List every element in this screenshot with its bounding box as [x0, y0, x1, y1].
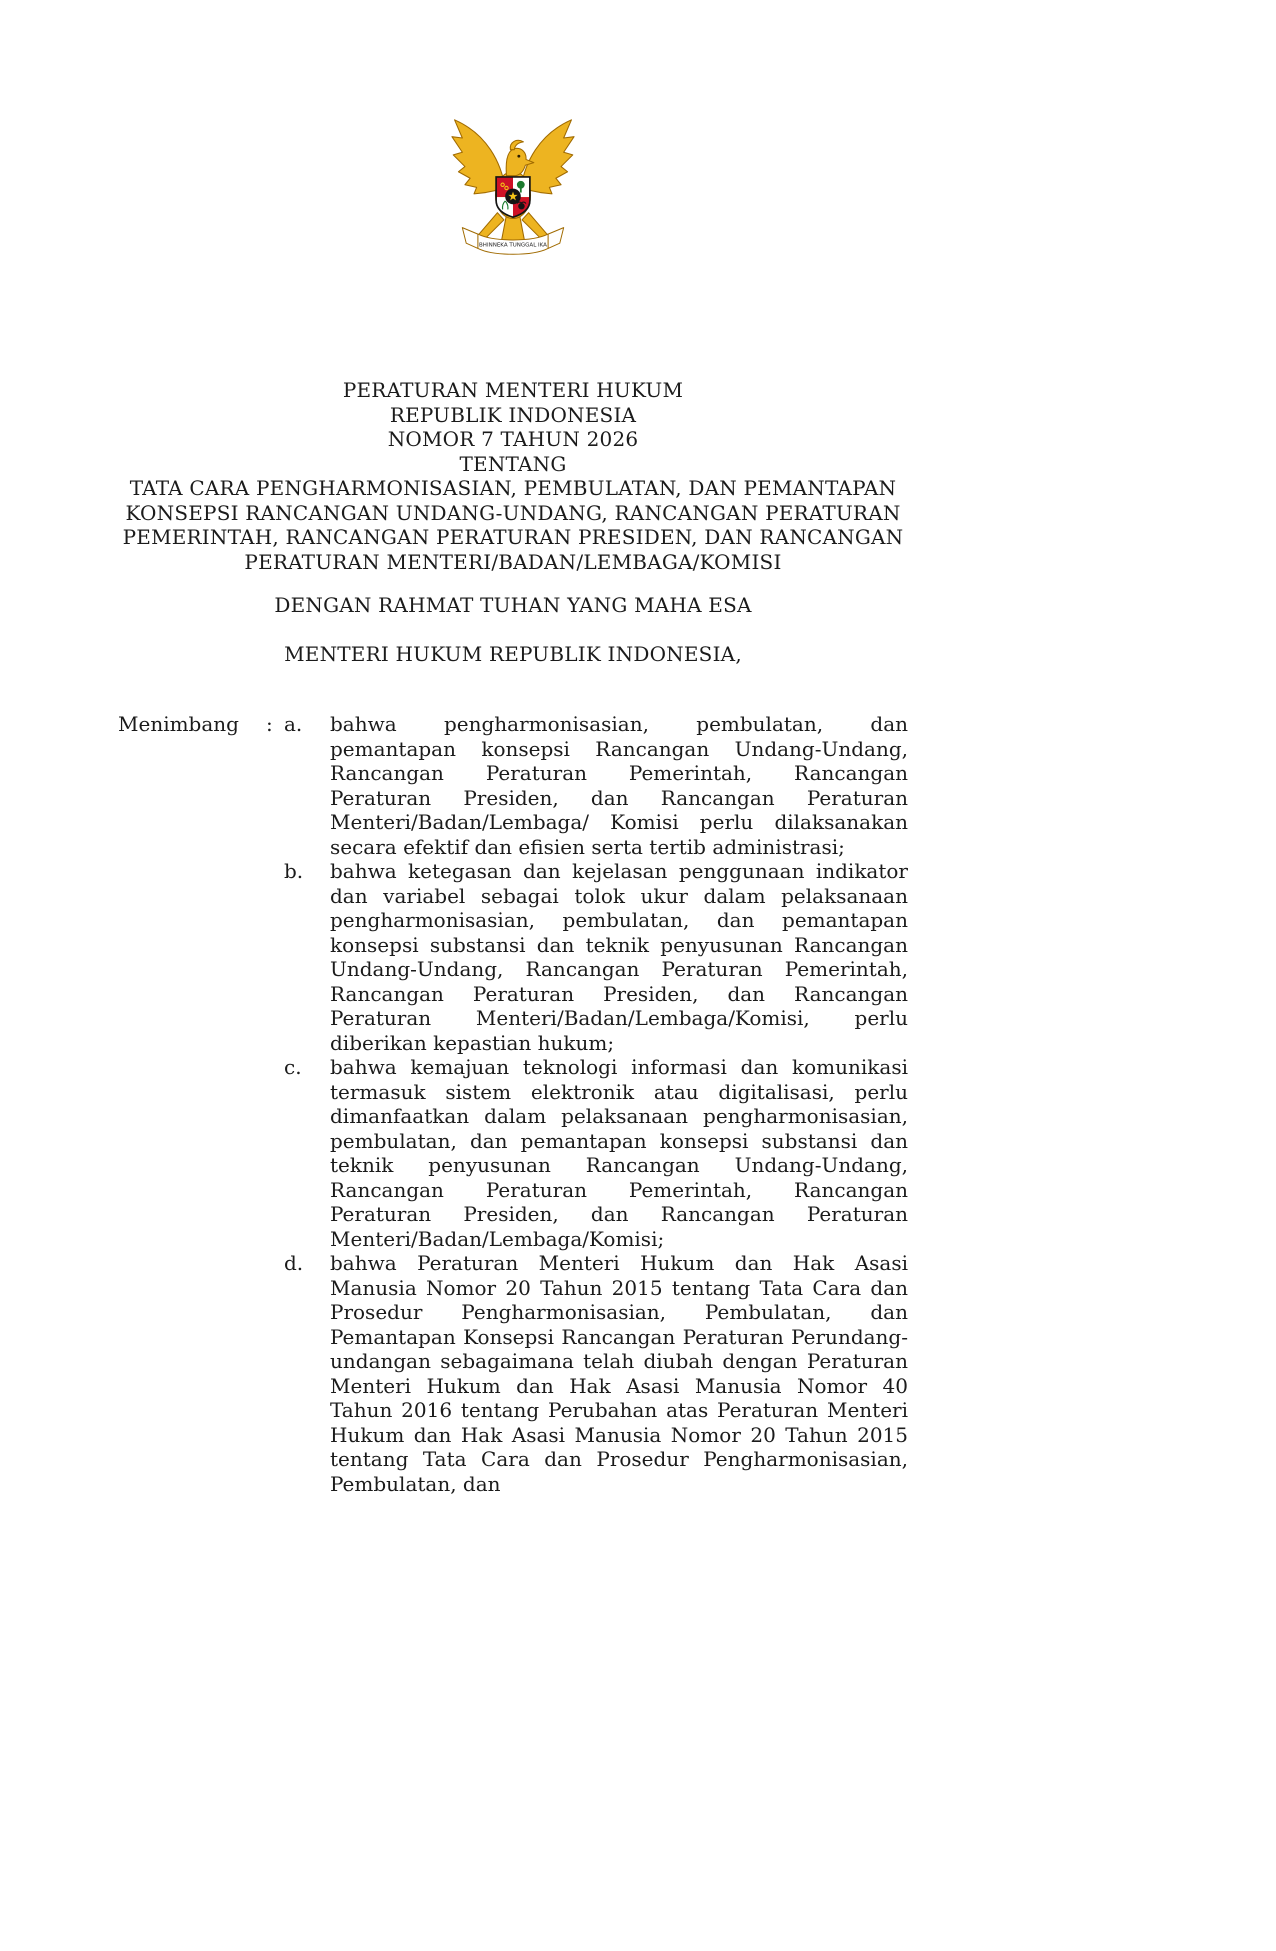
garuda-eye [517, 155, 520, 158]
heading-subject-line-4: PERATURAN MENTERI/BADAN/LEMBAGA/KOMISI [244, 549, 782, 574]
item-text: bahwa ketegasan dan kejelasan penggunaan indikator dan variabel sebagai tolok ukur dalam pelaksanaan pengharmonisasian, pembulatan, dan pemantapan konsepsi substansi dan teknik penyusunan Rancangan Undang-Undang, Rancangan Peraturan Pemerintah, Rancangan Peraturan Presiden, dan Rancangan Peraturan Menteri/Badan/Lembaga/Komisi, perlu diberikan kepastian hukum; [330, 859, 908, 1055]
heading-line-3: NOMOR 7 TAHUN 2026 [387, 427, 639, 451]
emblem-motto: BHINNEKA TUNGGAL IKA [479, 242, 547, 249]
item-text: bahwa kemajuan teknologi informasi dan komunikasi termasuk sistem elektronik atau digitalisasi, perlu dimanfaatkan dalam pelaksanaan pengharmonisasian, pembulatan, dan pemantapan konsepsi substansi dan teknik penyusunan Rancangan Undang-Undang, Rancangan Peraturan Pemerintah, Rancangan Peraturan Presiden, dan Rancangan Peraturan Menteri/Badan/Lembaga/Komisi; [330, 1055, 908, 1251]
item-text: bahwa Peraturan Menteri Hukum dan Hak Asasi Manusia Nomor 20 Tahun 2015 tentang Tata Cara dan Prosedur Pengharmonisasian, Pembulatan, dan Pemantapan Konsepsi Rancangan Peraturan Perundang-undangan sebagaimana telah diubah dengan Peraturan Menteri Hukum dan Hak Asasi Manusia Nomor 40 Tahun 2016 tentang Perubahan atas Peraturan Menteri Hukum dan Hak Asasi Manusia Nomor 20 Tahun 2015 tentang Tata Cara dan Prosedur Pengharmonisasian, Pembulatan, dan [330, 1251, 908, 1496]
pancasila-shield [496, 177, 530, 217]
item-letter: a. [284, 712, 303, 736]
heading-subject-line-1: TATA CARA PENGHARMONISASIAN, PEMBULATAN, DAN PEMANTAPAN [129, 476, 897, 500]
item-text: bahwa pengharmonisasian, pembulatan, dan pemantapan konsepsi Rancangan Undang-Undang, Rancangan Peraturan Pemerintah, Rancangan Peraturan Presiden, dan Rancangan Peraturan Menteri/Badan/Lembaga/ Komisi perlu dilaksanakan secara efektif dan efisien serta tertib administrasi; [330, 712, 908, 859]
heading-subject-line-3: PEMERINTAH, RANCANGAN PERATURAN PRESIDEN, DAN RANCANGAN [122, 525, 904, 549]
considerations-list [284, 712, 908, 1496]
document-heading [118, 378, 908, 574]
garuda-pancasila-icon [448, 112, 578, 264]
heading-line-1: PERATURAN MENTERI HUKUM [342, 378, 684, 402]
consideration-item-a [284, 712, 908, 859]
item-letter: b. [284, 859, 304, 883]
considerations-colon: : [266, 712, 273, 736]
authority-line: MENTERI HUKUM REPUBLIK INDONESIA, [284, 641, 742, 666]
considerations-label: Menimbang [118, 712, 239, 736]
heading-subject-line-2: KONSEPSI RANCANGAN UNDANG-UNDANG, RANCANGAN PERATURAN [125, 500, 901, 525]
emblem-container [118, 0, 908, 264]
item-letter: d. [284, 1251, 304, 1275]
heading-line-2: REPUBLIK INDONESIA [389, 402, 637, 427]
consideration-item-b [284, 859, 908, 1055]
considerations-section [118, 712, 908, 1496]
heading-line-4: TENTANG [459, 451, 567, 476]
consideration-item-c [284, 1055, 908, 1251]
consideration-item-d [284, 1251, 908, 1496]
invocation-line: DENGAN RAHMAT TUHAN YANG MAHA ESA [274, 593, 752, 617]
item-letter: c. [284, 1055, 302, 1079]
document-content [118, 0, 908, 1496]
